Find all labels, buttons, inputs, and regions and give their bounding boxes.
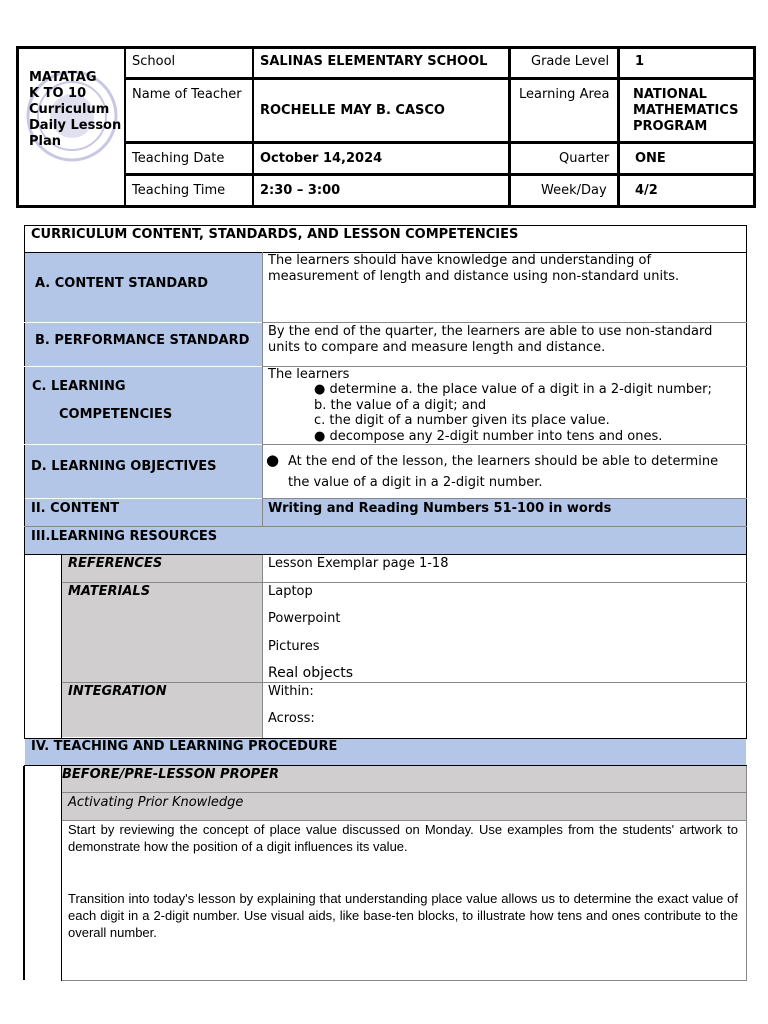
procedure-label: IV. TEACHING AND LEARNING PROCEDURE [31,739,338,754]
school-value: SALINAS ELEMENTARY SCHOOL [260,54,488,69]
header-divider [508,46,511,208]
quarter-value: ONE [635,151,666,166]
weekday-value: 4/2 [635,183,658,198]
objectives-text: At the end of the lesson, the learners should be able to determine the value of a digit in a 2-digit number. [288,454,719,490]
row-divider [24,765,747,766]
school-label: School [132,54,176,69]
competency-item: ● determine a. the place value of a digit in a 2-digit number; [314,382,712,397]
row-divider [24,366,262,367]
row-divider [24,554,747,555]
quarter-label: Quarter [559,151,610,166]
row-divider [61,682,747,683]
bullet-icon: ● [266,451,280,469]
area-label: Learning Area [519,87,610,102]
row-divider [61,792,747,793]
objectives-label: D. LEARNING OBJECTIVES [31,459,217,474]
content-label: II. CONTENT [31,501,120,516]
references-value: Lesson Exemplar page 1-18 [268,556,449,571]
content-value: Writing and Reading Numbers 51-100 in words [268,501,612,516]
col-divider [23,766,25,980]
material-item: Pictures [268,639,320,654]
content-standard-text: The learners should have knowledge and understanding of measurement of length and distance using non-standard units. [268,253,680,284]
grade-label: Grade Level [531,54,610,69]
grade-value: 1 [635,54,645,69]
teacher-label: Name of Teacher [132,87,242,102]
weekday-label: Week/Day [541,183,607,198]
integration-within: Within: [268,684,314,699]
row-divider [24,444,262,445]
col-divider [61,766,62,981]
material-item: Powerpoint [268,611,341,626]
col-divider [61,555,62,738]
logo-text: MATATAG K TO 10 Curriculum Daily Lesson Plan [29,70,122,149]
date-label: Teaching Date [132,151,225,166]
col-divider [746,766,747,981]
competency-item: b. the value of a digit; and [314,398,487,413]
row-divider [24,526,747,527]
header-divider [252,46,254,208]
time-value: 2:30 – 3:00 [260,183,341,198]
row-divider [262,322,747,323]
time-label: Teaching Time [132,183,226,198]
integration-label: INTEGRATION [68,684,167,699]
col-divider [262,252,263,526]
paragraph-1: Start by reviewing the concept of place value discussed on Monday. Use examples from the students' artwork to demonstrate how the position of a digit influences its value. [68,822,738,854]
row-divider [61,582,747,583]
competencies-label-2: COMPETENCIES [59,407,173,422]
header-divider [617,46,620,208]
date-value: October 14,2024 [260,151,383,166]
integration-across: Across: [268,711,315,726]
header-divider [124,141,756,144]
activating-label: Activating Prior Knowledge [68,795,244,810]
area-value: NATIONAL MATHEMATICS PROGRAM [633,87,739,134]
row-divider [61,980,747,981]
teacher-value: ROCHELLE MAY B. CASCO [260,103,445,118]
competencies-intro: The learners [268,367,350,382]
section1-title: CURRICULUM CONTENT, STANDARDS, AND LESSON COMPETENCIES [31,227,519,242]
row-divider [24,322,262,323]
content-standard-label: A. CONTENT STANDARD [35,276,209,291]
competency-item: c. the digit of a number given its place value. [314,413,610,428]
material-item: Real objects [268,665,354,681]
paragraph-2: Transition into today's lesson by explaining that understanding place value allows us to determine the exact value of each digit in a 2-digit number. Use visual aids, like base-ten blocks, to illustrate how tens and ones contribute to the overall number. [68,891,738,940]
row-divider [262,498,747,499]
materials-label: MATERIALS [68,584,151,599]
material-item: Laptop [268,584,313,599]
competencies-label-1: C. LEARNING [32,379,126,394]
before-label: BEFORE/PRE-LESSON PROPER [62,767,280,782]
performance-standard-label: B. PERFORMANCE STANDARD [35,333,250,348]
resources-label: III.LEARNING RESOURCES [31,529,218,544]
header-divider [124,173,756,176]
col-divider [262,555,263,738]
header-divider [124,77,756,80]
competency-item: ● decompose any 2-digit number into tens and ones. [314,429,663,444]
references-label: REFERENCES [68,556,163,571]
performance-standard-text: By the end of the quarter, the learners are able to use non-standard units to compare and measure length and distance. [268,324,713,355]
